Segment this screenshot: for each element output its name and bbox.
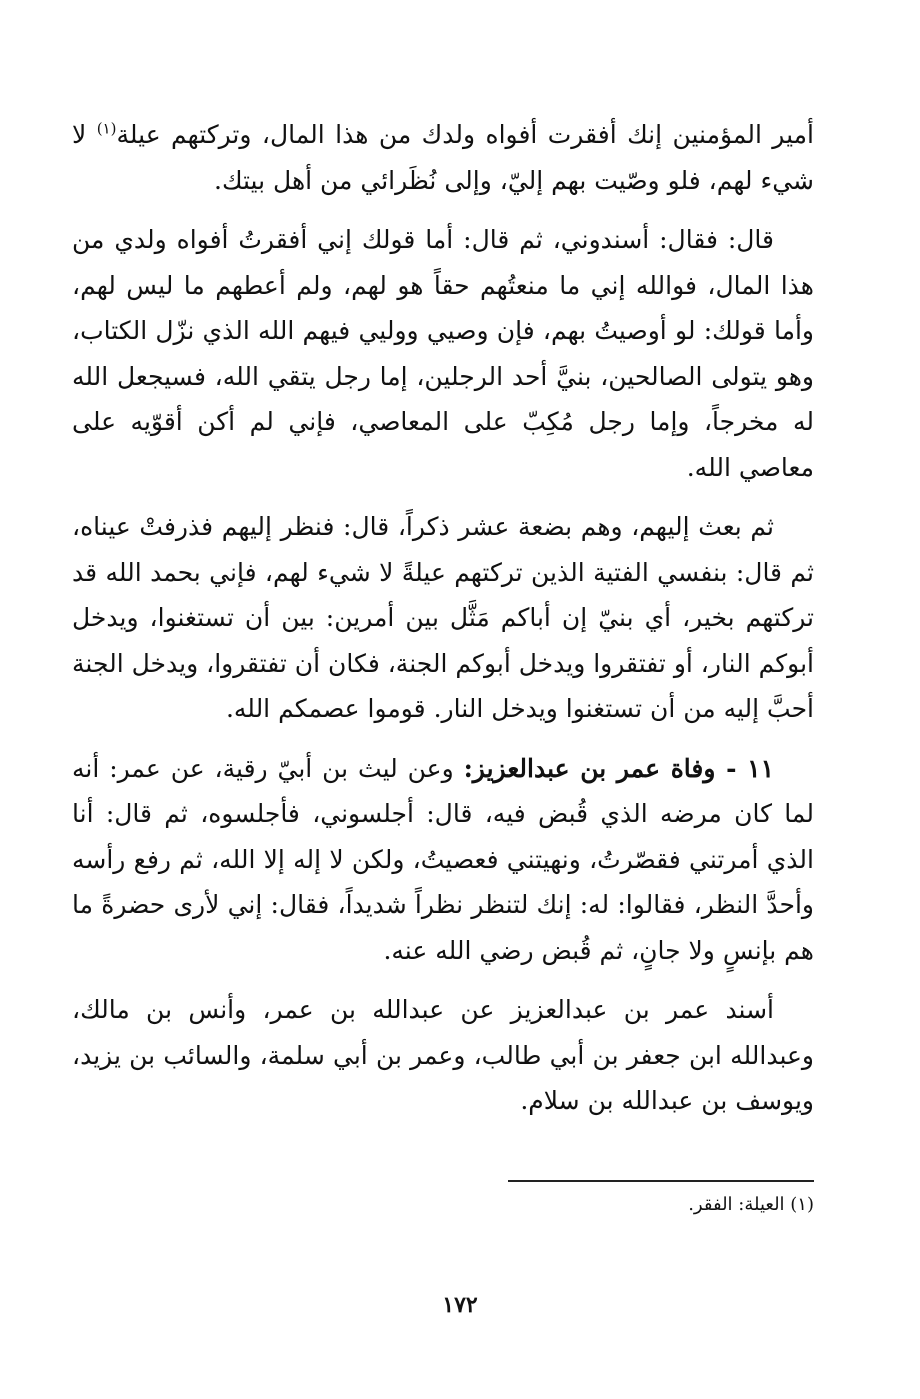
paragraph-1-text-continued: لا شيء لهم، فلو وصّيت بهم إليّ، وإلى نُظَرائي من أهل بيتك. — [72, 120, 814, 195]
paragraph-1-text: أمير المؤمنين إنك أفقرت أفواه ولدك من هذا المال، وتركتهم عيلة — [116, 120, 814, 149]
paragraph-5-text: أسند عمر بن عبدالعزيز عن عبدالله بن عمر، وأنس بن مالك، وعبدالله ابن جعفر بن أبي طالب، وعمر بن أبي سلمة، والسائب بن يزيد، ويوسف بن عبدالله بن سلام. — [72, 995, 814, 1115]
paragraph-2-text: قال: فقال: أسندوني، ثم قال: أما قولك إني أفقرتُ أفواه ولدي من هذا المال، فوالله إني ما منعتُهم حقاً هو لهم، ولم أعطهم ما ليس لهم، وأما قولك: لو أوصيتُ بهم، فإن وصيي ووليي فيهم الله الذي نزّل الكتاب، وهو يتولى الصالحين، بنيَّ أحد الرجلين، إما رجل يتقي الله، فسيجعل الله له مخرجاً، وإما رجل مُكِبّ على المعاصي، فإني لم أكن أقوّيه على معاصي الله. — [72, 225, 814, 482]
paragraph-5 — [72, 987, 814, 1124]
page-body — [72, 112, 814, 1138]
footnote: (١) العيلة: الفقر. — [688, 1194, 814, 1215]
paragraph-2 — [72, 217, 814, 490]
section-heading: ١١ - وفاة عمر بن عبدالعزيز: — [463, 753, 774, 783]
paragraph-1 — [72, 112, 814, 203]
page-number: ١٧٢ — [442, 1292, 478, 1318]
footnote-divider — [508, 1180, 814, 1182]
paragraph-4-text: وعن ليث بن أبيّ رقية، عن عمر: أنه لما كان مرضه الذي قُبض فيه، قال: أجلسوني، فأجلسوه، ثم قال: أنا الذي أمرتني فقصّرتُ، ونهيتني فعصيتُ، ولكن لا إله إلا الله، ثم رفع رأسه وأحدَّ النظر، فقالوا: له: إنك لتنظر نظراً شديداً، فقال: إني لأرى حضرةً ما هم بإنسٍ ولا جانٍ، ثم قُبض رضي الله عنه. — [72, 753, 814, 965]
footnote-reference[interactable]: (١) — [96, 119, 117, 138]
paragraph-4 — [72, 746, 814, 974]
paragraph-3-text: ثم بعث إليهم، وهم بضعة عشر ذكراً، قال: فنظر إليهم فذرفتْ عيناه، ثم قال: بنفسي الفتية الذين تركتهم عيلةً لا شيء لهم، فإني بحمد الله قد تركتهم بخير، أي بنيّ إن أباكم مَثَّل بين أمرين: بين أن تستغنوا، ويدخل أبوكم النار، أو تفتقروا ويدخل أبوكم الجنة، فكان أن تفتقروا، ويدخل الجنة أحبَّ إليه من أن تستغنوا ويدخل النار. قوموا عصمكم الله. — [72, 512, 814, 723]
paragraph-3 — [72, 504, 814, 732]
